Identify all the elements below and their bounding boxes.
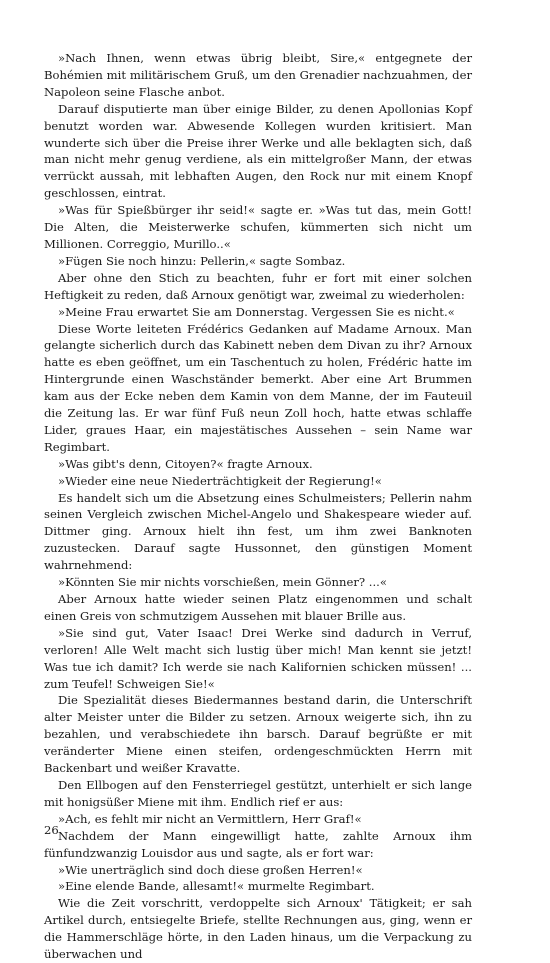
body-text (44, 50, 472, 963)
paragraph: Darauf disputierte man über einige Bilder, zu denen Apollonias Kopf benutzt worden war. Abwesende Kollegen wurden kritisiert. Man wunderte sich über die Preise ihrer Werke und alle beklagten sich, daß man nicht mehr genug verdiene, als ein mittelgroßer Mann, der etwas verrückt aussah, mit lebhaften Augen, den Rock nur mit einem Knopf geschlossen, eintrat. (44, 101, 472, 201)
paragraph: Aber ohne den Stich zu beachten, fuhr er fort mit einer solchen Heftigkeit zu reden, daß Arnoux genötigt war, zweimal zu wiederholen: (44, 270, 472, 302)
paragraph: Diese Worte leiteten Frédérics Gedanken auf Madame Arnoux. Man gelangte sicherlich durch das Kabinett neben dem Divan zu ihr? Arnoux hatte es eben geöffnet, um ein Taschentuch zu holen, Frédéric hatte im Hintergrunde einen Waschständer bemerkt. Aber eine Art Brummen kam aus der Ecke neben dem Kamin von dem Manne, der im Fauteuil die Zeitung las. Er war fünf Fuß neun Zoll hoch, hatte etwas schlaffe Lider, graues Haar, ein majestätisches Aussehen – sein Name war Regimbart. (44, 321, 472, 454)
paragraph: Aber Arnoux hatte wieder seinen Platz eingenommen und schalt einen Greis von schmutzigem Aussehen mit blauer Brille aus. (44, 592, 472, 623)
paragraph: »Könnten Sie mir nichts vorschießen, mein Gönner? ...« (58, 575, 387, 590)
paragraph: »Wieder eine neue Niederträchtigkeit der Regierung!« (58, 473, 382, 488)
paragraph: »Eine elende Bande, allesamt!« murmelte Regimbart. (58, 879, 375, 894)
paragraph: »Was für Spießbürger ihr seid!« sagte er. »Was tut das, mein Gott! Die Alten, die Meisterwerke schufen, kümmerten sich nicht um Millionen. Correggio, Murillo..« (44, 203, 472, 251)
paragraph: Wie die Zeit vorschritt, verdoppelte sich Arnoux' Tätigkeit; er sah Artikel durch, entsiegelte Briefe, stellte Rechnungen aus, ging, wenn er die Hammerschläge hörte, in den Laden hinaus, um die Verpackung zu überwachen und (44, 896, 472, 962)
paragraph: »Fügen Sie noch hinzu: Pellerin,« sagte Sombaz. (58, 253, 346, 268)
paragraph: Den Ellbogen auf den Fensterriegel gestützt, unterhielt er sich lange mit honigsüßer Miene mit ihm. Endlich rief er aus: (44, 777, 472, 809)
paragraph: »Nach Ihnen, wenn etwas übrig bleibt, Sire,« entgegnete der Bohémien mit militärischem Gruß, um den Grenadier nachzuahmen, der Napoleon seine Flasche anbot. (44, 51, 472, 99)
paragraph: »Was gibt's denn, Citoyen?« fragte Arnoux. (58, 456, 313, 471)
paragraph: Nachdem der Mann eingewilligt hatte, zahlte Arnoux ihm fünfundzwanzig Louisdor aus und sagte, als er fort war: (44, 828, 472, 860)
paragraph: »Ach, es fehlt mir nicht an Vermittlern, Herr Graf!« (58, 811, 362, 826)
paragraph: Es handelt sich um die Absetzung eines Schulmeisters; Pellerin nahm seinen Vergleich zwischen Michel-Angelo und Shakespeare wieder auf. Dittmer ging. Arnoux hielt ihn fest, um ihm zwei Banknoten zuzustecken. Darauf sagte Hussonnet, den günstigen Moment wahrnehmend: (44, 490, 472, 573)
page-number: 26 (44, 823, 59, 837)
paragraph: »Meine Frau erwartet Sie am Donnerstag. Vergessen Sie es nicht.« (58, 304, 455, 319)
paragraph: »Wie unerträglich sind doch diese großen Herren!« (58, 862, 363, 877)
paragraph: »Sie sind gut, Vater Isaac! Drei Werke sind dadurch in Verruf, verloren! Alle Welt macht sich lustig über mich! Man kennt sie jetzt! Was tue ich damit? Ich werde sie nach Kalifornien schicken müssen! ... zum Teufel! Schweigen Sie!« (44, 625, 472, 691)
paragraph: Die Spezialität dieses Biedermannes bestand darin, die Unterschrift alter Meister unter die Bilder zu setzen. Arnoux weigerte sich, ihn zu bezahlen, und verabschiedete ihn barsch. Darauf begrüßte er mit veränderter Miene einen steifen, ordengeschmückten Herrn mit Backenbart und weißer Kravatte. (44, 693, 472, 776)
